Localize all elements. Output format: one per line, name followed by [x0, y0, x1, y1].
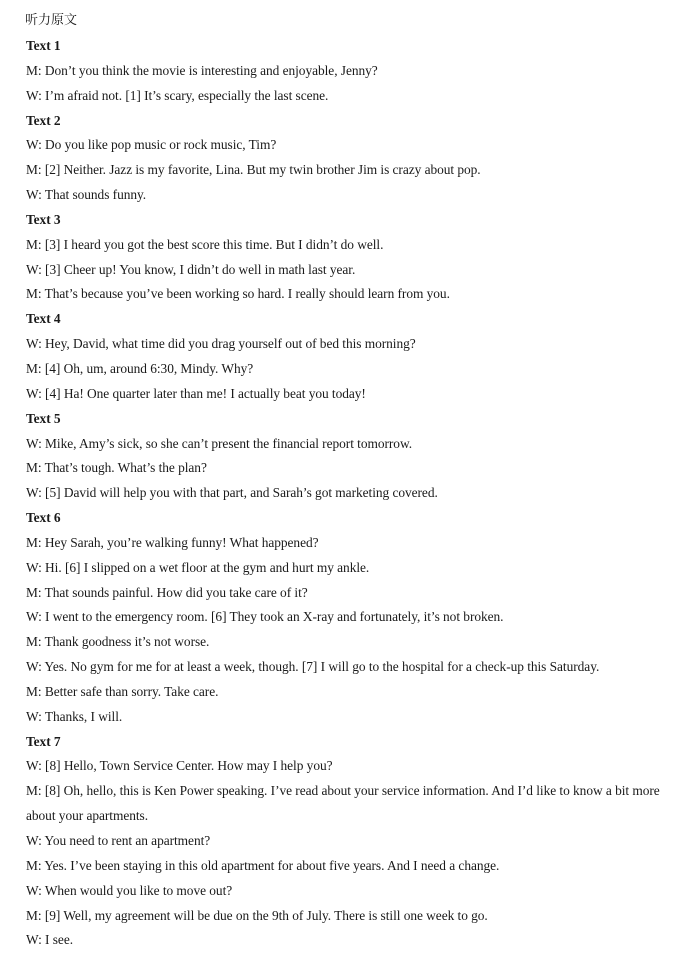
dialogue-line: W: Mike, Amy’s sick, so she can’t present the financial report tomorrow. — [26, 435, 412, 451]
page-heading: 听力原文 — [25, 13, 78, 28]
dialogue-line: W: I see. — [26, 932, 74, 948]
dialogue-line: W: [3] Cheer up! You know, I didn’t do well in math last year. — [26, 261, 356, 277]
dialogue-line: M: [3] I heard you got the best score this time. But I didn’t do well. — [26, 236, 384, 252]
dialogue-line: M: Thank goodness it’s not worse. — [26, 634, 210, 650]
dialogue-line: M: Don’t you think the movie is interesting and enjoyable, Jenny? — [26, 62, 378, 78]
section-label: Text 5 — [26, 410, 61, 426]
section-label: Text 4 — [26, 311, 61, 327]
dialogue-line: M: That’s because you’ve been working so hard. I really should learn from you. — [26, 286, 450, 302]
section-label: Text 3 — [26, 211, 61, 227]
dialogue-line: W: Thanks, I will. — [26, 708, 123, 724]
section-label: Text 1 — [26, 38, 61, 53]
dialogue-line: W: You need to rent an apartment? — [26, 833, 211, 848]
dialogue-line: M: Better safe than sorry. Take care. — [26, 683, 219, 699]
dialogue-line: W: When would you like to move out? — [26, 882, 233, 898]
transcript-page — [26, 8, 686, 953]
dialogue-line: W: Hi. [6] I slipped on a wet floor at the gym and hurt my ankle. — [26, 559, 370, 575]
dialogue-line: W: [4] Ha! One quarter later than me! I actually beat you today! — [26, 385, 366, 401]
dialogue-line: W: Hey, David, what time did you drag yourself out of bed this morning? — [26, 336, 416, 352]
dialogue-line: W: [8] Hello, Town Service Center. How may I help you? — [26, 758, 333, 774]
dialogue-line: M: Yes. I’ve been staying in this old apartment for about five years. And I need a change. — [26, 857, 500, 873]
dialogue-line: W: Do you like pop music or rock music, Tim? — [26, 137, 277, 153]
section-label: Text 2 — [26, 112, 61, 128]
dialogue-line: W: Yes. No gym for me for at least a week, though. [7] I will go to the hospital for a check-up this Saturday. — [26, 659, 600, 675]
dialogue-line: M: [8] Oh, hello, this is Ken Power speaking. I’ve read about your service information. And I’d like to know a bit more about your apartments. — [26, 783, 660, 824]
transcript-body — [26, 34, 686, 953]
dialogue-line: M: [2] Neither. Jazz is my favorite, Lina. But my twin brother Jim is crazy about pop. — [26, 162, 481, 178]
dialogue-line: W: [5] David will help you with that part, and Sarah’s got marketing covered. — [26, 485, 438, 501]
section-label: Text 7 — [26, 733, 61, 749]
section-label: Text 6 — [26, 510, 61, 526]
dialogue-line: M: That sounds painful. How did you take care of it? — [26, 584, 308, 600]
dialogue-line: M: Hey Sarah, you’re walking funny! What happened? — [26, 534, 319, 550]
dialogue-line: W: I went to the emergency room. [6] They took an X-ray and fortunately, it’s not broken. — [26, 609, 504, 625]
dialogue-line: W: That sounds funny. — [26, 187, 147, 203]
dialogue-line: W: I’m afraid not. [1] It’s scary, especially the last scene. — [26, 87, 329, 103]
dialogue-line: M: [9] Well, my agreement will be due on the 9th of July. There is still one week to go. — [26, 907, 488, 923]
dialogue-line: M: [4] Oh, um, around 6:30, Mindy. Why? — [26, 360, 254, 376]
dialogue-line: M: That’s tough. What’s the plan? — [26, 460, 207, 476]
